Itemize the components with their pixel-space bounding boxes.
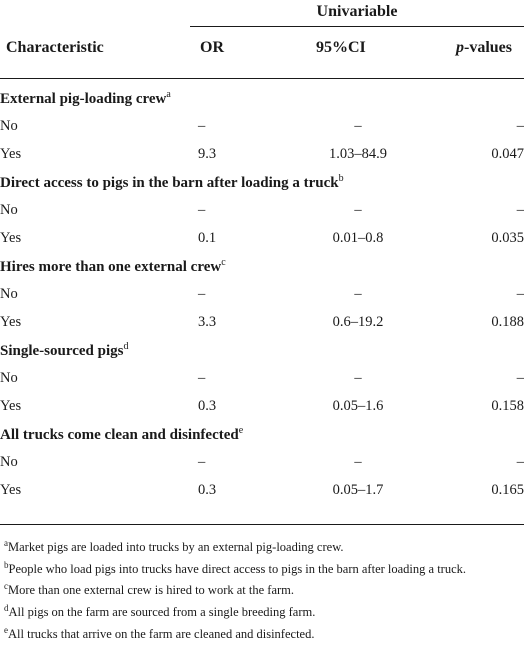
or-cell: –	[198, 117, 206, 134]
footnote-mark: a	[4, 538, 8, 548]
row-label: Yes	[0, 397, 22, 414]
footnote-text: People who load pigs into trucks have direct access to pigs in the barn after loading a truck.	[8, 561, 467, 576]
p-value-cell: 0.047	[491, 145, 524, 162]
table-row	[0, 448, 524, 476]
group-row	[0, 420, 524, 448]
or-cell: –	[198, 369, 206, 386]
group-row	[0, 84, 524, 112]
footnote-text: All pigs on the farm are sourced from a single breeding farm.	[8, 605, 316, 620]
footnote-mark: c	[221, 256, 226, 268]
footnotes	[4, 535, 520, 643]
group-title	[0, 168, 524, 196]
row-label: No	[0, 117, 18, 134]
ci-cell: 1.03–84.9	[329, 145, 387, 162]
header-rule	[0, 78, 524, 79]
group-title	[0, 420, 524, 448]
footnote	[4, 622, 520, 644]
col-p-values	[456, 30, 512, 66]
p-value-cell: –	[516, 117, 524, 134]
footnote	[4, 557, 520, 579]
p-value-cell: 0.165	[491, 481, 524, 498]
or-cell: 3.3	[198, 313, 217, 330]
col-or: OR	[200, 39, 224, 56]
group-title-text: Hires more than one external crew	[0, 258, 222, 275]
footnote-mark: d	[4, 602, 9, 613]
table-row	[0, 280, 524, 308]
footnote-text: Market pigs are loaded into trucks by an external pig-loading crew.	[8, 540, 344, 555]
p-value-cell: –	[516, 201, 524, 218]
table-row	[0, 392, 524, 420]
group-rule	[190, 26, 524, 27]
table-row	[0, 224, 524, 252]
ci-cell: –	[354, 369, 362, 386]
group-title	[0, 252, 524, 280]
row-label: Yes	[0, 481, 22, 498]
row-label: No	[0, 369, 18, 386]
p-value-cell: –	[516, 369, 524, 386]
p-value-cell: 0.158	[491, 397, 524, 414]
or-cell: –	[198, 453, 206, 470]
col-p-italic: p	[456, 39, 464, 56]
group-title-text: Direct access to pigs in the barn after loading a truck	[0, 174, 339, 191]
group-title	[0, 336, 524, 364]
ci-cell: 0.6–19.2	[332, 313, 384, 330]
bottom-rule	[0, 524, 524, 525]
footnote-text: More than one external crew is hired to work at the farm.	[8, 583, 295, 598]
footnote-mark: c	[4, 581, 8, 592]
group-title-text: Single-sourced pigs	[0, 342, 124, 359]
table-row	[0, 140, 524, 168]
p-value-cell: 0.035	[491, 229, 524, 246]
col-p-rest: -values	[464, 39, 512, 56]
p-value-cell: –	[516, 285, 524, 302]
or-cell: 0.3	[198, 397, 217, 414]
table-row	[0, 476, 524, 504]
or-cell: –	[198, 201, 206, 218]
group-title	[0, 84, 524, 112]
p-value-cell: 0.188	[491, 313, 524, 330]
group-row	[0, 168, 524, 196]
row-label: No	[0, 285, 18, 302]
row-label: Yes	[0, 313, 22, 330]
footnote	[4, 535, 520, 557]
ci-cell: –	[354, 201, 362, 218]
table-body	[0, 84, 524, 504]
table-row	[0, 308, 524, 336]
ci-cell: –	[354, 453, 362, 470]
ci-cell: 0.01–0.8	[332, 229, 384, 246]
footnote-mark: e	[238, 424, 244, 436]
footnote	[4, 600, 520, 622]
row-label: No	[0, 201, 18, 218]
or-cell: 9.3	[198, 145, 217, 162]
ci-cell: 0.05–1.6	[332, 397, 384, 414]
col-characteristic: Characteristic	[6, 39, 104, 56]
or-cell: 0.1	[198, 229, 217, 246]
group-title-text: All trucks come clean and disinfected	[0, 426, 239, 443]
table-row	[0, 112, 524, 140]
ci-cell: 0.05–1.7	[332, 481, 384, 498]
footnote-mark: a	[166, 88, 171, 100]
footnote-mark: b	[4, 559, 9, 570]
table-row	[0, 196, 524, 224]
table-row	[0, 364, 524, 392]
group-row	[0, 336, 524, 364]
col-ci: 95%CI	[316, 39, 366, 56]
univariable-header: Univariable	[316, 3, 398, 20]
or-cell: –	[198, 285, 206, 302]
group-title-text: External pig-loading crew	[0, 90, 167, 107]
row-label: Yes	[0, 145, 22, 162]
ci-cell: –	[354, 117, 362, 134]
ci-cell: –	[354, 285, 362, 302]
or-cell: 0.3	[198, 481, 217, 498]
footnote-mark: b	[338, 172, 344, 184]
footnote-text: All trucks that arrive on the farm are cleaned and disinfected.	[8, 626, 315, 641]
row-label: No	[0, 453, 18, 470]
group-row	[0, 252, 524, 280]
footnote-mark: e	[4, 624, 8, 635]
row-label: Yes	[0, 229, 22, 246]
footnote	[4, 578, 520, 600]
p-value-cell: –	[516, 453, 524, 470]
footnote-mark: d	[123, 340, 129, 352]
